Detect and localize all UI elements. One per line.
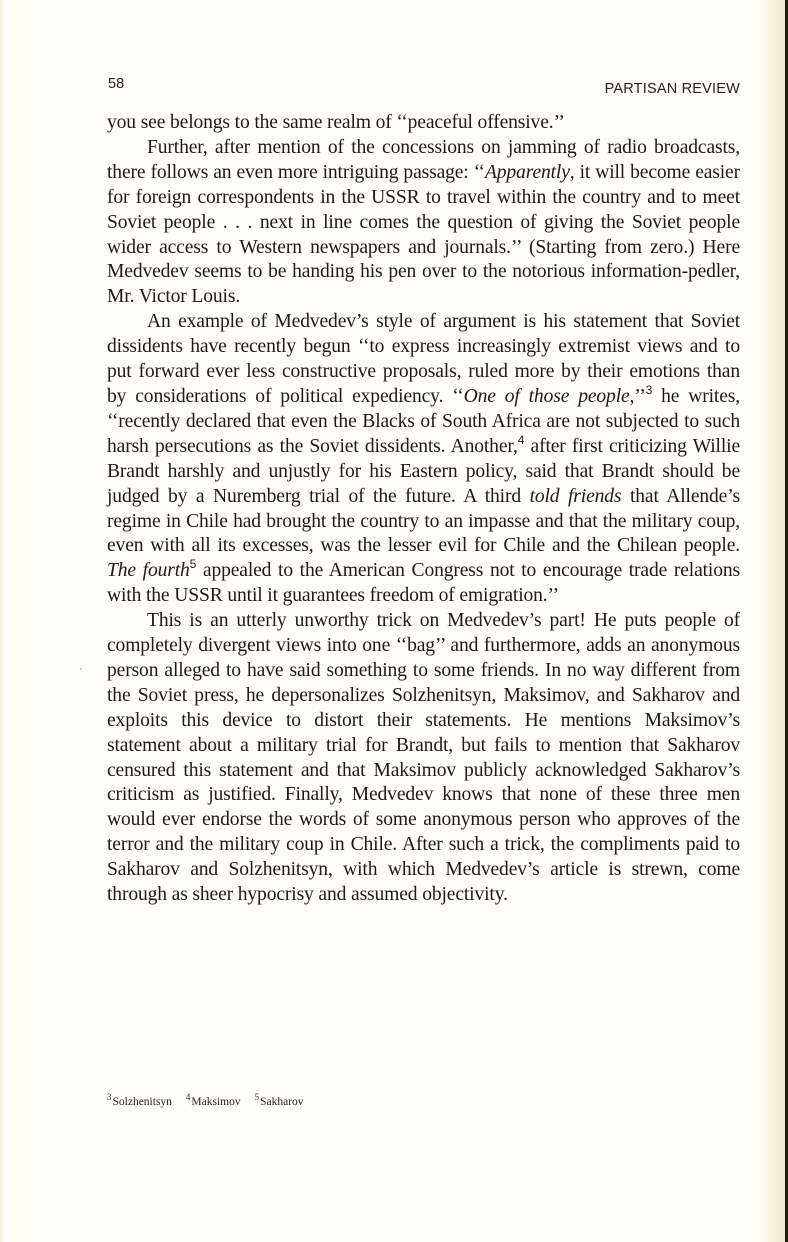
italic-emphasis: Apparently [484, 161, 570, 183]
page-number: 58 [108, 76, 125, 92]
text-run: ,’’ [629, 385, 646, 407]
footnotes [107, 1092, 318, 1108]
footnote-marker: 4 [185, 1092, 191, 1102]
text-run: , it will become easier for foreign correspondents in the USSR to travel within the country and to meet Soviet people . . . next in line comes the question of giving the Soviet people wider access to Western newspapers and journals.’’ (Starting from zero.) Here Medvedev seems to be handing his pen over to the notorious information-pedler, Mr. Victor Louis. [107, 161, 740, 308]
text-run: An example of Medvedev’s style of argument is his statement that Soviet dissidents have recently begun ‘‘to express increasingly extremist views and to put forward ever less constructive proposals, ruled more by their emotions than by considerations of political expediency. ‘‘ [107, 311, 740, 407]
footnote-marker: 3 [107, 1092, 112, 1102]
body-text [107, 111, 740, 908]
paragraph [107, 136, 740, 310]
text-run: you see belongs to the same realm of ‘‘peaceful offensive.’’ [107, 112, 565, 133]
footnote [107, 1092, 172, 1108]
page-edge-left [0, 0, 4, 1242]
page-edge-right [758, 0, 788, 1242]
paragraph [107, 609, 740, 908]
text-run: he writes, ‘‘recently declared that even the Blacks of South Africa are not subjected to such harsh persecutions as the Soviet dissidents. Another, [107, 385, 740, 457]
text-run: Further, after mention of the concessions on jamming of radio broadcasts, there follows an even more intriguing passage: ‘‘ [107, 136, 740, 183]
text-run: appealed to the American Congress not to encourage trade relations with the USSR until it guarantees freedom of emigration.’’ [107, 560, 740, 607]
footnote [254, 1092, 304, 1108]
footnote [185, 1092, 241, 1108]
footnote-text: Sakharov [260, 1096, 304, 1108]
footnote-text: Maksimov [191, 1096, 241, 1108]
print-speck [80, 668, 82, 670]
journal-title: PARTISAN REVIEW [604, 81, 740, 97]
paragraph [107, 111, 740, 136]
italic-emphasis: told friends [529, 485, 622, 507]
footnote-reference: 4 [517, 432, 525, 447]
text-run: This is an utterly unworthy trick on Medvedev’s part! He puts people of completely divergent views into one ‘‘bag’’ and furthermore, adds an anonymous person alleged to have said something to some friends. In no way different from the Soviet press, he depersonalizes Solzhenitsyn, Maksimov, and Sakharov and exploits this device to distort their statements. He mentions Maksimov’s statement about a military trial for Brandt, but fails to mention that Sakharov censured this statement and that Maksimov publicly acknowledged Sakharov’s criticism as justified. Finally, Medvedev knows that none of these three men would ever endorse the words of some anonymous person who approves of the terror and the military coup in Chile. After such a trick, the compliments paid to Sakharov and Solzhenitsyn, with which Medvedev’s article is strewn, come through as sheer hypocrisy and assumed objectivity. [107, 610, 740, 906]
footnote-reference: 5 [189, 557, 197, 572]
paragraph [107, 310, 740, 609]
footnote-marker: 5 [254, 1092, 260, 1102]
footnote-reference: 3 [645, 382, 653, 397]
italic-emphasis: The fourth [107, 560, 190, 582]
footnote-text: Solzhenitsyn [112, 1096, 172, 1108]
running-head [108, 76, 740, 96]
text-run: that Allende’s regime in Chile had brought the country to an impasse and that the military coup, even with all its excesses, was the lesser evil for Chile and the Chilean people. [107, 485, 740, 557]
italic-emphasis: One of those people [463, 385, 630, 407]
text-run: after first criticizing Willie Brandt harshly and unjustly for his Eastern policy, said that Brandt should be judged by a Nuremberg trial of the future. A third [107, 435, 740, 507]
